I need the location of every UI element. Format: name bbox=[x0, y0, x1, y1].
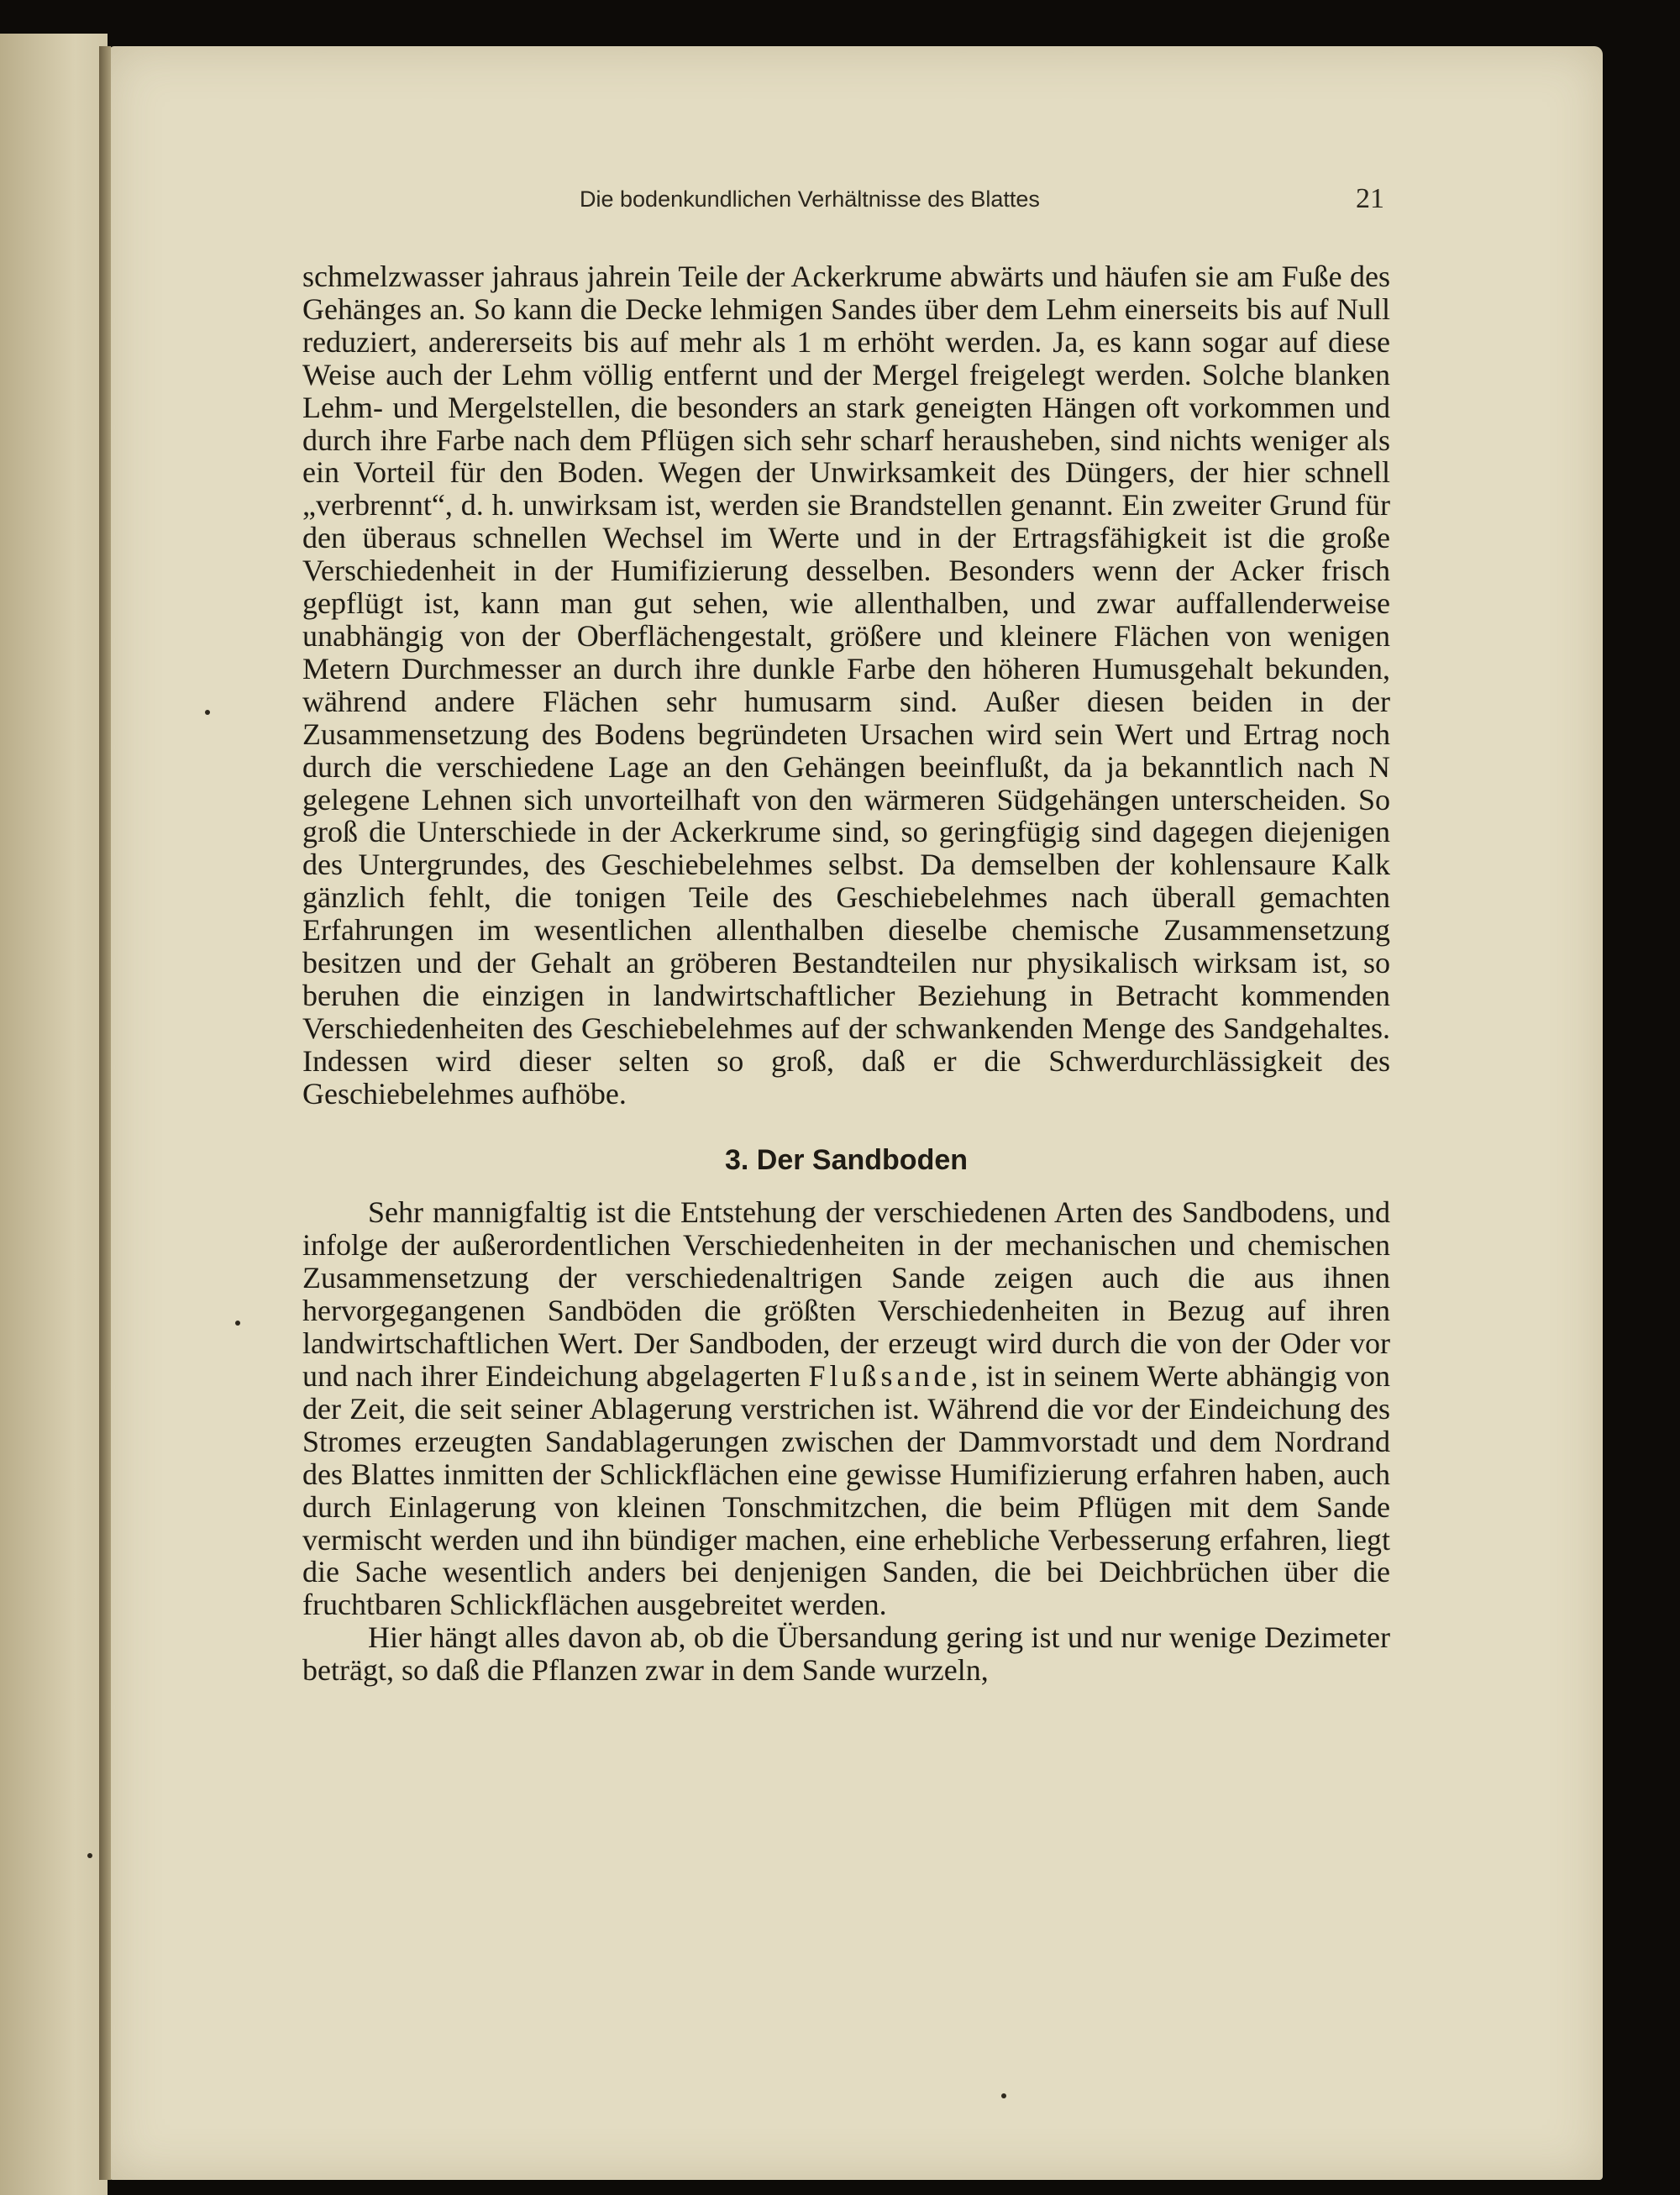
book-spine bbox=[99, 46, 111, 2180]
running-head bbox=[580, 183, 1384, 220]
margin-speck bbox=[87, 1853, 92, 1858]
margin-speck bbox=[235, 1321, 240, 1326]
paragraph-sandboden-part-1: Sehr mannigfaltig ist die Entstehung der verschiedenen Arten des Sandbodens, und infolge der außerordentlichen Verschiedenheiten in der mechanischen und chemischen Zusammensetzung der verschiedenaltrigen Sande zeigen auch die aus ihnen hervorgegangenen Sandböden die größten Verschiedenheiten in Bezug auf ihren landwirtschaftlichen Wert. Der Sandboden, der erzeugt wird durch die von der Oder vor und nach ihrer Eindeichung abgelagerten bbox=[302, 1195, 1390, 1393]
paragraph-sandboden bbox=[302, 1196, 1390, 1621]
page-body bbox=[302, 260, 1390, 1687]
paragraph-sandboden-part-2: , ist in seinem Werte abhängig von der Zeit, die seit seiner Ablagerung verstrichen ist. Während die vor der Eindeichung des Stromes erzeugten Sandablagerungen zwischen der Dammvorstadt und dem Nordrand des Blattes inmitten der Schlickflächen eine gewisse Humifizierung erfahren haben, auch durch Einlagerung von kleinen Tonschmitzchen, die beim Pflügen mit dem Sande vermischt werden und ihn bündiger machen, eine erhebliche Verbesserung erfahren, liegt die Sache wesentlich anders bei denjenigen Sanden, die bei Deichbrüchen über die fruchtbaren Schlickflächen ausgebreitet werden. bbox=[302, 1359, 1390, 1622]
running-head-title: Die bodenkundlichen Verhältnisse des Blattes bbox=[580, 186, 1040, 212]
section-heading: 3. Der Sandboden bbox=[724, 1143, 969, 1176]
paragraph-uebersandung: Hier hängt alles davon ab, ob die Übersandung gering ist und nur wenige Dezimeter beträgt, so daß die Pflanzen zwar in dem Sande wurzeln, bbox=[302, 1620, 1390, 1688]
paragraph-continuation: schmelzwasser jahraus jahrein Teile der Ackerkrume abwärts und häufen sie am Fuße des Gehänges an. So kann die Decke lehmigen Sandes über dem Lehm einerseits bis auf Null reduziert, andererseits bis auf mehr als 1 m erhöht werden. Ja, es kann sogar auf diese Weise auch der Lehm völlig entfernt und der Mergel freigelegt werden. Solche blanken Lehm- und Mergelstellen, die besonders an stark geneigten Hängen oft vorkommen und durch ihre Farbe nach dem Pflügen sich sehr scharf herausheben, sind nichts weniger als ein Vorteil für den Boden. Wegen der Unwirksamkeit des Düngers, der hier schnell „verbrennt“, d. h. unwirksam ist, werden sie Brandstellen genannt. Ein zweiter Grund für den überaus schnellen Wechsel im Werte und in der Ertragsfähigkeit ist die große Verschiedenheit in der Humifizierung desselben. Besonders wenn der Acker frisch gepflügt ist, kann man gut sehen, wie allenthalben, und zwar auffallenderweise unabhängig von der Oberflächengestalt, größere und kleinere Flächen von wenigen Metern Durchmesser an durch ihre dunkle Farbe den höheren Humusgehalt bekunden, während andere Flächen sehr humusarm sind. Außer diesen beiden in der Zusammensetzung des Bodens begründeten Ursachen wird sein Wert und Ertrag noch durch die verschiedene Lage an den Gehängen beeinflußt, da ja bekanntlich nach N gelegene Lehnen sich unvorteilhaft von den wärmeren Südgehängen unterscheiden. So groß die Unterschiede in der Ackerkrume sind, so geringfügig sind dagegen diejenigen des Untergrundes, des Geschiebelehmes selbst. Da demselben der kohlensaure Kalk gänzlich fehlt, die tonigen Teile des Geschiebelehmes nach überall gemachten Erfahrungen im wesentlichen allenthalben dieselbe chemische Zusammensetzung besitzen und der Gehalt an gröberen Bestandteilen nur physikalisch wirksam ist, so beruhen die einzigen in landwirtschaftlicher Beziehung in Betracht kommenden Verschiedenheiten des Geschiebelehmes auf der schwankenden Menge des Sandgehaltes. Indessen wird dieser selten so groß, daß er die Schwerdurchlässigkeit des Geschiebelehmes aufhöbe. bbox=[302, 260, 1390, 1111]
margin-speck bbox=[205, 710, 210, 715]
emphasized-term: Flußsande bbox=[808, 1359, 971, 1393]
facing-page-edge bbox=[0, 34, 108, 2195]
page-number: 21 bbox=[1356, 183, 1384, 214]
margin-speck bbox=[1001, 2093, 1006, 2098]
